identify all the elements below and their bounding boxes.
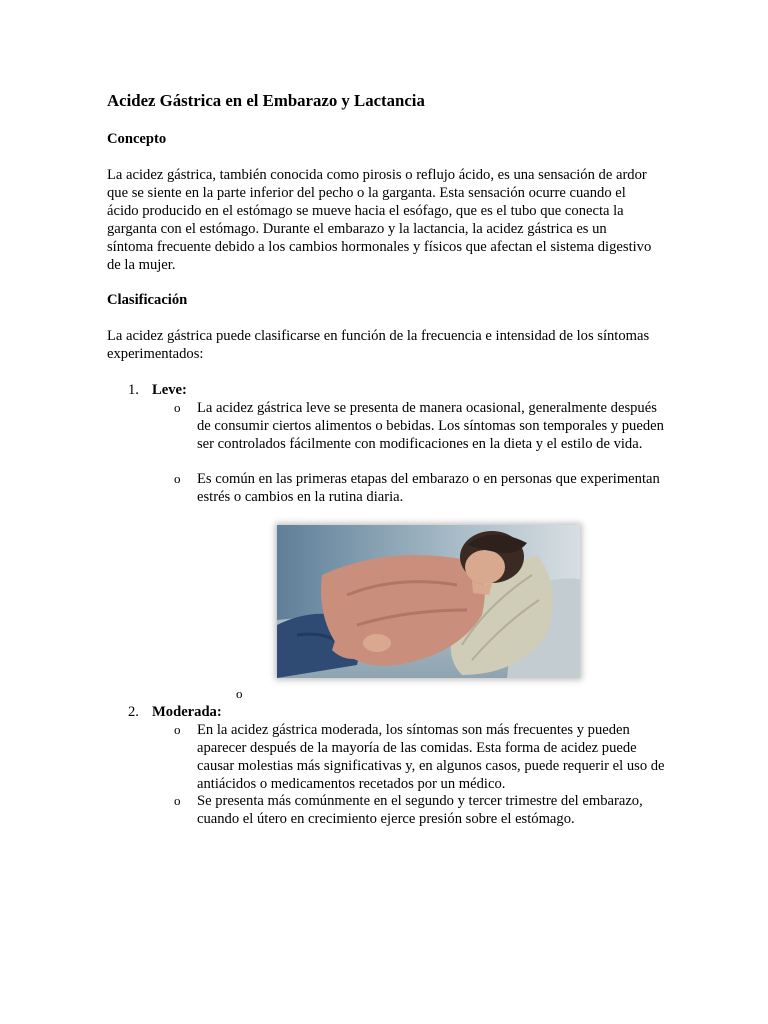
list-number: 2. (128, 704, 139, 720)
clasificacion-intro: La acidez gástrica puede clasificarse en función de la frecuencia e intensidad de los síntomas experimentados: (107, 328, 650, 362)
section-heading-concepto: Concepto (107, 131, 167, 147)
bullet-marker: o (174, 400, 181, 415)
bullet-text: La acidez gástrica leve se presenta de manera ocasional, generalmente después de consumir ciertos alimentos o bebidas. Los síntomas son temporales y pueden ser controlados fácilmente con modificaciones en la dieta y el estilo de vida. (197, 400, 664, 452)
list-number: 1. (128, 382, 139, 398)
bullet-text: En la acidez gástrica moderada, los síntomas son más frecuentes y pueden aparecer después de la mayoría de las comidas. Esta forma de acidez puede causar molestias más significativas y, en algunos casos, puede requerir el uso de antiácidos o medicamentos recetados por un médico. (197, 722, 665, 792)
photo-illustration (277, 525, 580, 678)
bullet-marker: o (236, 686, 243, 701)
bullet-marker: o (174, 722, 181, 737)
bullet-text: Es común en las primeras etapas del embarazo o en personas que experimentan estrés o cambios en la rutina diaria. (197, 471, 660, 505)
concepto-paragraph: La acidez gástrica, también conocida como pirosis o reflujo ácido, es una sensación de ardor que se siente en la parte inferior del pecho o la garganta. Esta sensación ocurre cuando el ácido producido en el estómago se mueve hacia el esófago, que es el tubo que conecta la garganta con el estómago. Durante el embarazo y la lactancia, la acidez gástrica es un síntoma frecuente debido a los cambios hormonales y físicos que afectan el sistema digestivo de la mujer. (107, 167, 652, 273)
woman-heartburn-photo (277, 525, 580, 678)
bullet-marker: o (174, 471, 181, 486)
section-heading-clasificacion: Clasificación (107, 292, 188, 308)
list-label: Moderada: (152, 704, 222, 720)
document-title: Acidez Gástrica en el Embarazo y Lactancia (107, 91, 425, 110)
list-label: Leve: (152, 382, 187, 398)
bullet-text: Se presenta más comúnmente en el segundo y tercer trimestre del embarazo, cuando el útero en crecimiento ejerce presión sobre el estómago. (197, 793, 643, 827)
bullet-marker: o (174, 793, 181, 808)
